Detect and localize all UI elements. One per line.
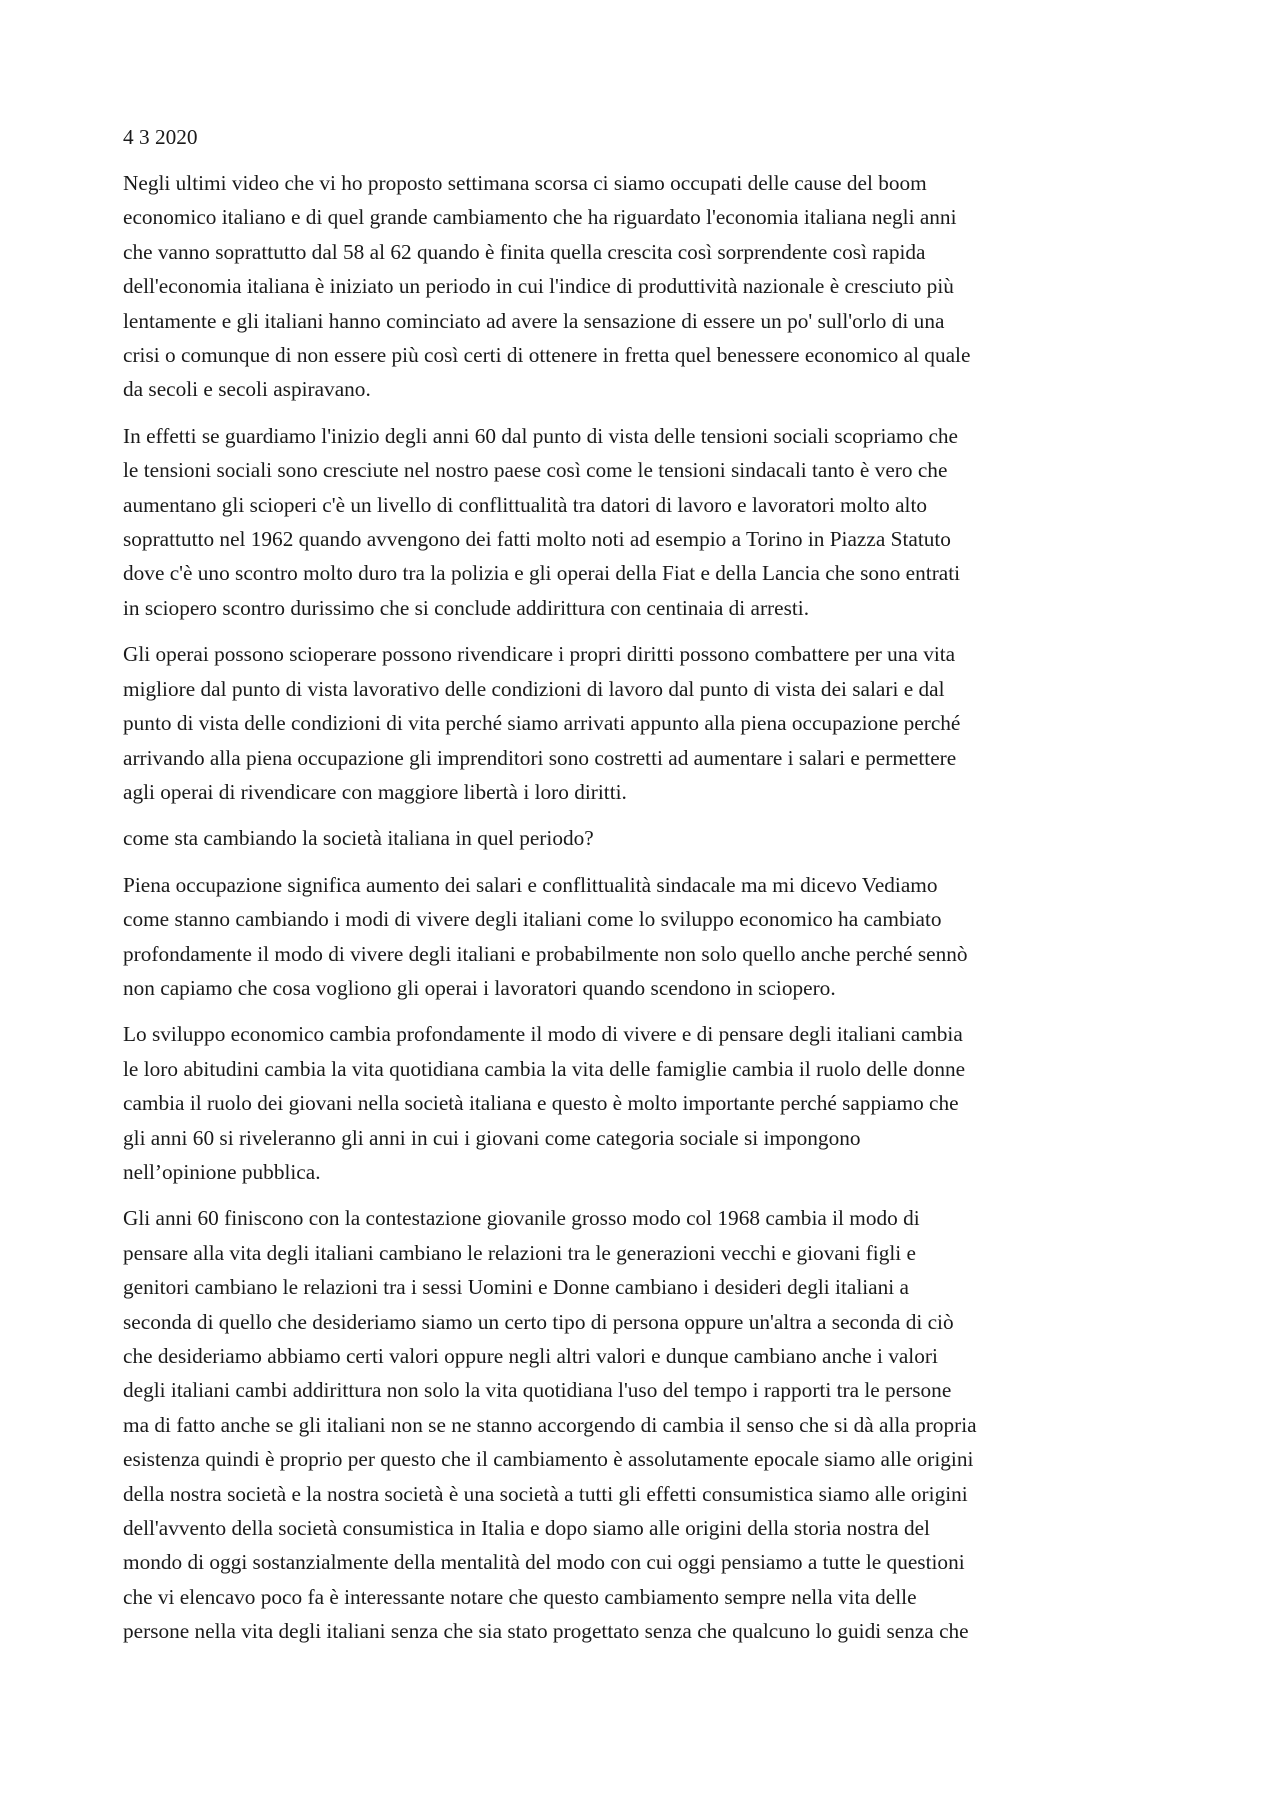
text-line: le loro abitudini cambia la vita quotidiana cambia la vita delle famiglie cambia il ruolo delle donne [123,1056,966,1081]
text-line: esistenza quindi è proprio per questo che il cambiamento è assolutamente epocale siamo alle origini [123,1447,974,1472]
text-line: migliore dal punto di vista lavorativo delle condizioni di lavoro dal punto di vista dei salari e dal [123,676,945,701]
text-line: come stanno cambiando i modi di vivere degli italiani come lo sviluppo economico ha cambiato [123,907,942,932]
paragraph [123,637,1173,809]
text-line: gli anni 60 si riveleranno gli anni in cui i giovani come categoria sociale si impongono [123,1125,861,1150]
text-line: che vi elencavo poco fa è interessante notare che questo cambiamento sempre nella vita delle [123,1584,917,1609]
text-line: cambia il ruolo dei giovani nella società italiana e questo è molto importante perché sappiamo che [123,1091,959,1116]
text-line: persone nella vita degli italiani senza che sia stato progettato senza che qualcuno lo guidi senza che [123,1619,969,1644]
text-line: mondo di oggi sostanzialmente della mentalità del modo con cui oggi pensiamo a tutte le questioni [123,1550,965,1575]
text-line: ma di fatto anche se gli italiani non se ne stanno accorgendo di cambia il senso che si dà alla propria [123,1412,977,1437]
text-line: nell’opinione pubblica. [123,1159,321,1184]
text-line: dell'economia italiana è iniziato un periodo in cui l'indice di produttività nazionale è cresciuto più [123,274,954,299]
paragraph [123,166,1173,407]
text-line: arrivando alla piena occupazione gli imprenditori sono costretti ad aumentare i salari e permettere [123,745,957,770]
text-line: le tensioni sociali sono cresciute nel nostro paese così come le tensioni sindacali tanto è vero che [123,458,948,483]
paragraph [123,868,1173,1006]
text-line: che desideriamo abbiamo certi valori oppure negli altri valori e dunque cambiano anche i valori [123,1344,938,1368]
text-line: In effetti se guardiamo l'inizio degli anni 60 dal punto di vista delle tensioni sociali scopriamo che [123,423,958,448]
text-line: da secoli e secoli aspiravano. [123,377,371,402]
text-line: Piena occupazione significa aumento dei salari e conflittualità sindacale ma mi dicevo Vediamo [123,872,938,897]
document-body [123,120,1173,1661]
text-line: della nostra società e la nostra società è una società a tutti gli effetti consumistica siamo alle origini [123,1481,968,1506]
text-line: dove c'è uno scontro molto duro tra la polizia e gli operai della Fiat e della Lancia che sono entrati [123,561,961,586]
text-line: profondamente il modo di vivere degli italiani e probabilmente non solo quello anche perché sennò [123,941,968,966]
document-date: 4 3 2020 [123,125,198,149]
paragraph [123,1017,1173,1189]
paragraph [123,1201,1173,1648]
text-line: punto di vista delle condizioni di vita perché siamo arrivati appunto alla piena occupazione perché [123,711,961,736]
paragraph-list [123,166,1173,1649]
text-line: Negli ultimi video che vi ho proposto settimana scorsa ci siamo occupati delle cause del boom [123,171,927,195]
paragraph [123,419,1173,625]
text-line: pensare alla vita degli italiani cambiano le relazioni tra le generazioni vecchi e giovani figli e [123,1240,916,1265]
text-line: che vanno soprattutto dal 58 al 62 quando è finita quella crescita così sorprendente così rapida [123,239,926,264]
text-line: come sta cambiando la società italiana in quel periodo? [123,826,594,851]
text-line: Gli operai possono scioperare possono rivendicare i propri diritti possono combattere per una vita [123,642,956,667]
text-line: genitori cambiano le relazioni tra i sessi Uomini e Donne cambiano i desideri degli italiani a [123,1275,909,1300]
text-line: aumentano gli scioperi c'è un livello di conflittualità tra datori di lavoro e lavoratori molto alto [123,492,928,517]
text-line: economico italiano e di quel grande cambiamento che ha riguardato l'economia italiana negli anni [123,205,957,230]
text-line: non capiamo che cosa vogliono gli operai i lavoratori quando scendono in sciopero. [123,975,836,1000]
text-line: Gli anni 60 finiscono con la contestazione giovanile grosso modo col 1968 cambia il modo di [123,1206,920,1231]
text-line: degli italiani cambi addirittura non solo la vita quotidiana l'uso del tempo i rapporti tra le persone [123,1378,952,1403]
text-line: lentamente e gli italiani hanno cominciato ad avere la sensazione di essere un po' sull'orlo di una [123,308,945,333]
text-line: Lo sviluppo economico cambia profondamente il modo di vivere e di pensare degli italiani cambia [123,1022,963,1047]
text-line: dell'avvento della società consumistica in Italia e dopo siamo alle origini della storia nostra del [123,1516,930,1541]
text-line: crisi o comunque di non essere più così certi di ottenere in fretta quel benessere economico al quale [123,343,971,368]
text-line: in sciopero scontro durissimo che si conclude addirittura con centinaia di arresti. [123,595,810,620]
text-line: agli operai di rivendicare con maggiore libertà i loro diritti. [123,779,627,804]
text-line: seconda di quello che desideriamo siamo un certo tipo di persona oppure un'altra a seconda di ciò [123,1309,954,1334]
text-line: soprattutto nel 1962 quando avvengono dei fatti molto noti ad esempio a Torino in Piazza Statuto [123,527,951,552]
paragraph [123,821,1173,855]
